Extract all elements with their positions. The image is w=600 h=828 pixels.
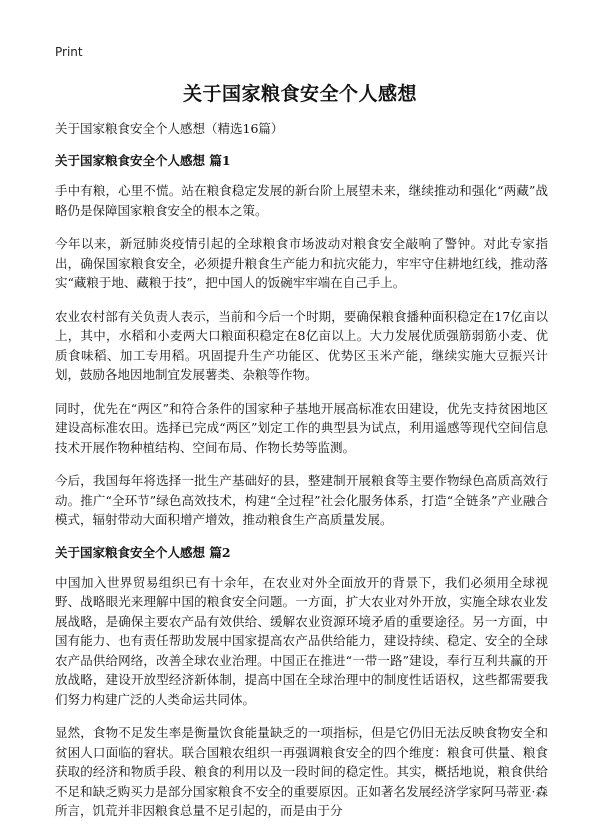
print-link[interactable]: Print — [55, 45, 83, 59]
article-subtitle: 关于国家粮食安全个人感想（精选16篇） — [55, 121, 284, 136]
paragraph: 手中有粮，心里不慌。站在粮食稳定发展的新台阶上展望未来，继续推动和强化“两藏”战略仍是保障国家粮食安全的根本之策。 — [55, 183, 548, 218]
paragraph: 同时，优先在“两区”和符合条件的国家种子基地开展高标准农田建设，优先支持贫困地区建设高标准农田。选择已完成“两区”划定工作的典型县为试点，利用遥感等现代空间信息技术开展作物种植结构、空间布局、作物长势等监测。 — [55, 400, 548, 455]
paragraph: 今后，我国每年将选择一批生产基础好的县，整建制开展粮食等主要作物绿色高质高效行动。推广“全环节”绿色高效技术，构建“全过程”社会化服务体系，打造“全链条”产业融合模式，辐射带动大面积增产增效，推动粮食生产高质量发展。 — [55, 473, 548, 527]
section-heading: 关于国家粮食安全个人感想 篇2 — [55, 544, 231, 560]
page-title: 关于国家粮食安全个人感想 — [182, 83, 417, 105]
section-1 — [55, 152, 548, 530]
section-heading: 关于国家粮食安全个人感想 篇1 — [55, 153, 231, 168]
paragraph: 今年以来，新冠肺炎疫情引起的全球粮食市场波动对粮食安全敲响了警钟。对此专家指出，确保国家粮食安全，必须提升粮食生产能力和抗灾能力，牢牢守住耕地红线，推动落实“藏粮于地、藏粮于技”，把中国人的饭碗牢牢端在自己手上。 — [55, 236, 548, 290]
paragraph: 农业农村部有关负责人表示，当前和今后一个时期，要确保粮食播种面积稳定在17亿亩以上，其中，水稻和小麦两大口粮面积稳定在8亿亩以上。大力发展优质强筋弱筋小麦、优质食味稻、加工专用稻。巩固提升生产功能区、优势区玉米产能，继续实施大豆振兴计划，鼓励各地因地制宜发展薯类、杂粮等作物。 — [55, 308, 548, 382]
section-2 — [55, 544, 548, 821]
paragraph: 中国加入世界贸易组织已有十余年，在农业对外全面放开的背景下，我们必须用全球视野、战略眼光来理解中国的粮食安全问题。一方面，扩大农业对外开放，实施全球农业发展战略，是确保主要农产品有效供给、缓解农业资源环境矛盾的重要途径。另一方面，中国有能力、也有责任帮助发展中国家提高农产品供给能力，建设持续、稳定、安全的全球农产品供给网络，改善全球农业治理。中国正在推进“一带一路”建设，奉行互利共赢的开放战略，建设开放型经济新体制，提高中国在全球治理中的制度性话语权，这些都需要我们努力构建广泛的人类命运共同体。 — [55, 574, 548, 707]
paragraph: 显然，食物不足发生率是衡量饮食能量缺乏的一项指标，但是它仍旧无法反映食物安全和贫困人口面临的窘状。联合国粮农组织一再强调粮食安全的四个维度：粮食可供量、粮食获取的经济和物质手段、粮食的利用以及一段时间的稳定性。其实，概括地说，粮食供给不足和缺乏购买力是部分国家粮食不安全的重要原因。正如著名发展经济学家阿马蒂亚·森所言，饥荒并非因粮食总量不足引起的，而是由于分 — [55, 725, 548, 818]
article-body — [55, 120, 548, 828]
